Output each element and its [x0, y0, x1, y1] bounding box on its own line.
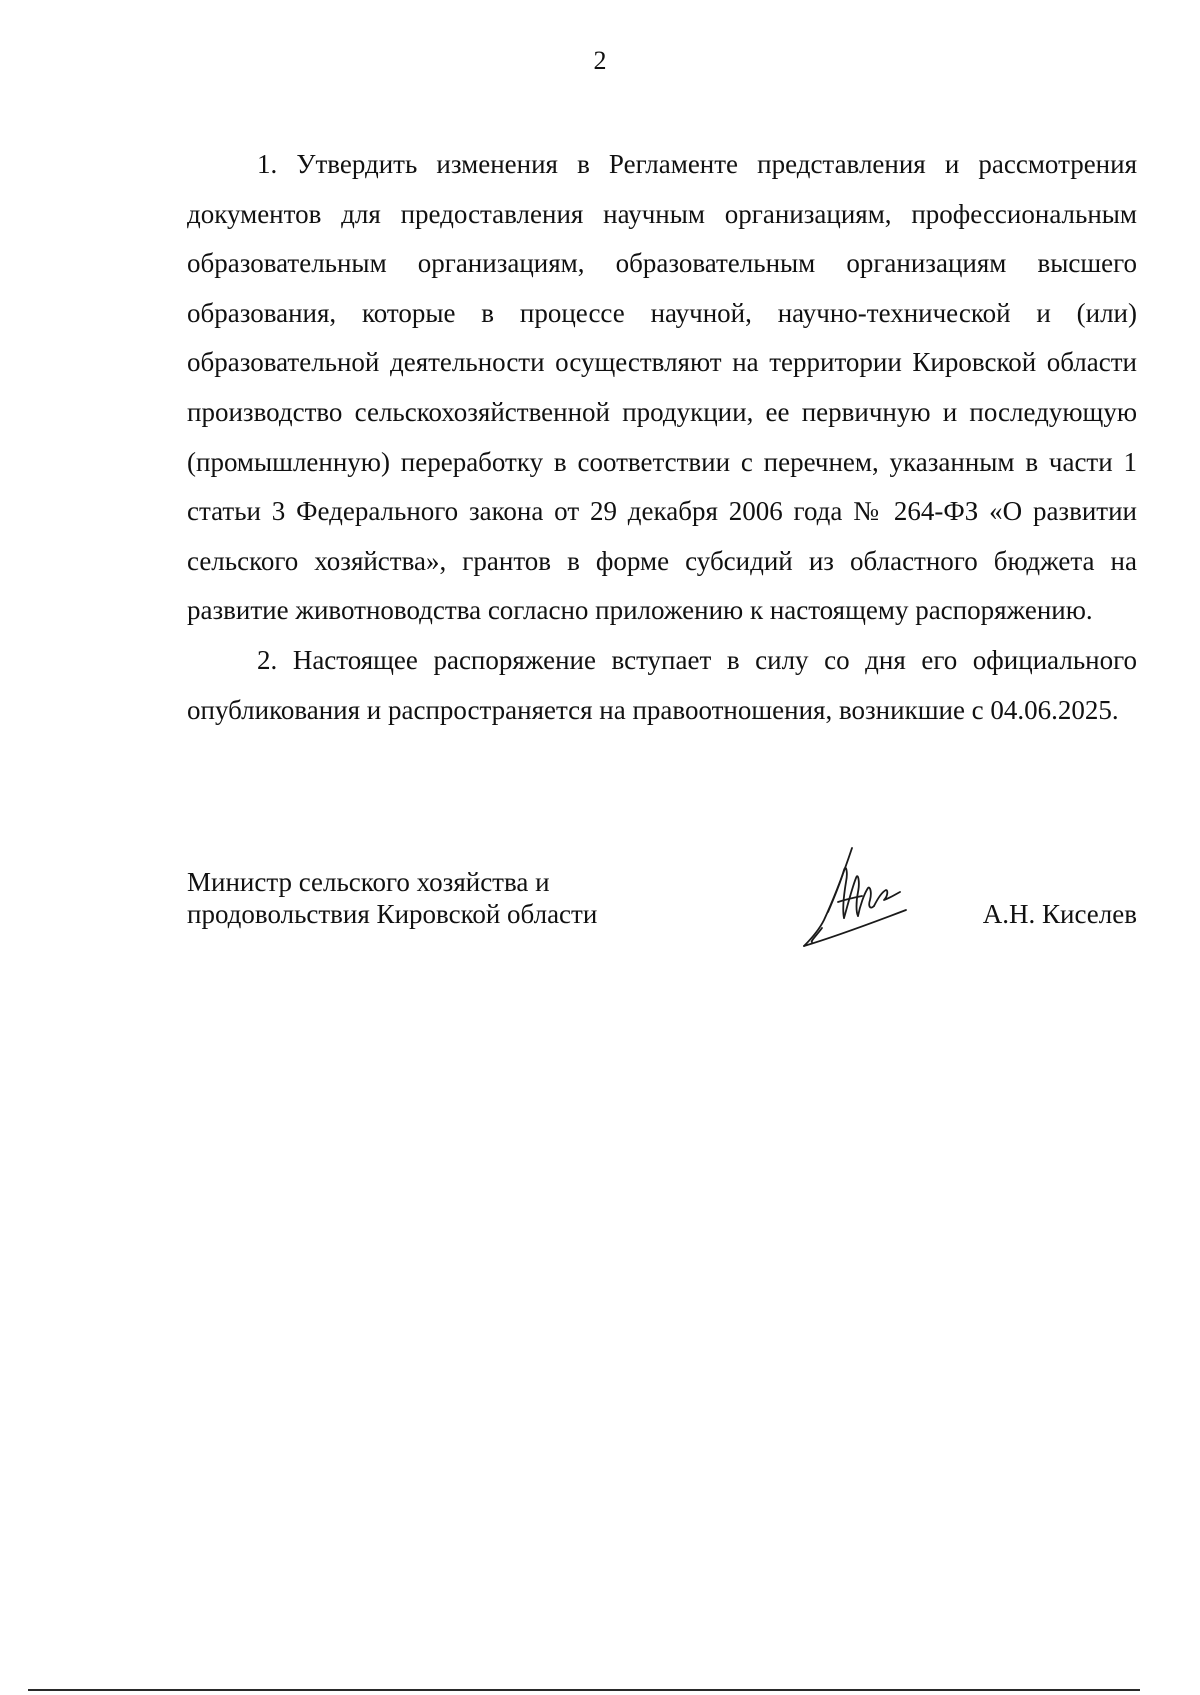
paragraph-2: 2. Настоящее распоряжение вступает в силу со дня его официального опубликования и распространяется на правоотношения, возникшие с 04.06.2025.: [187, 644, 1137, 725]
signatory-position: [187, 866, 597, 930]
page-bottom-rule: [28, 1689, 1140, 1691]
paragraph-1: 1. Утвердить изменения в Регламенте представления и рассмотрения документов для предоставления научным организациям, профессиональным образовательным организациям, образовательным организациям высшего образования, которые в процессе научной, научно-технической и (или) образовательной деятельности осуществляют на территории Кировской области производство сельскохозяйственной продукции, ее первичную и последующую (промышленную) переработку в соответствии с перечнем, указанным в части 1 статьи 3 Федерального закона от 29 декабря 2006 года № 264-ФЗ «О развитии сельского хозяйства», грантов в форме субсидий из областного бюджета на развитие животноводства согласно приложению к настоящему распоряжению.: [187, 149, 1137, 626]
signatory-position-line-1: Министр сельского хозяйства и: [187, 867, 550, 897]
signatory-name: А.Н. Киселев: [982, 899, 1137, 929]
signatory-position-line-2: продовольствия Кировской области: [187, 899, 598, 929]
handwritten-signature-icon: [794, 842, 914, 952]
page-number: 2: [593, 46, 607, 75]
document-body: [187, 140, 1137, 735]
signature-block: [187, 866, 1137, 956]
